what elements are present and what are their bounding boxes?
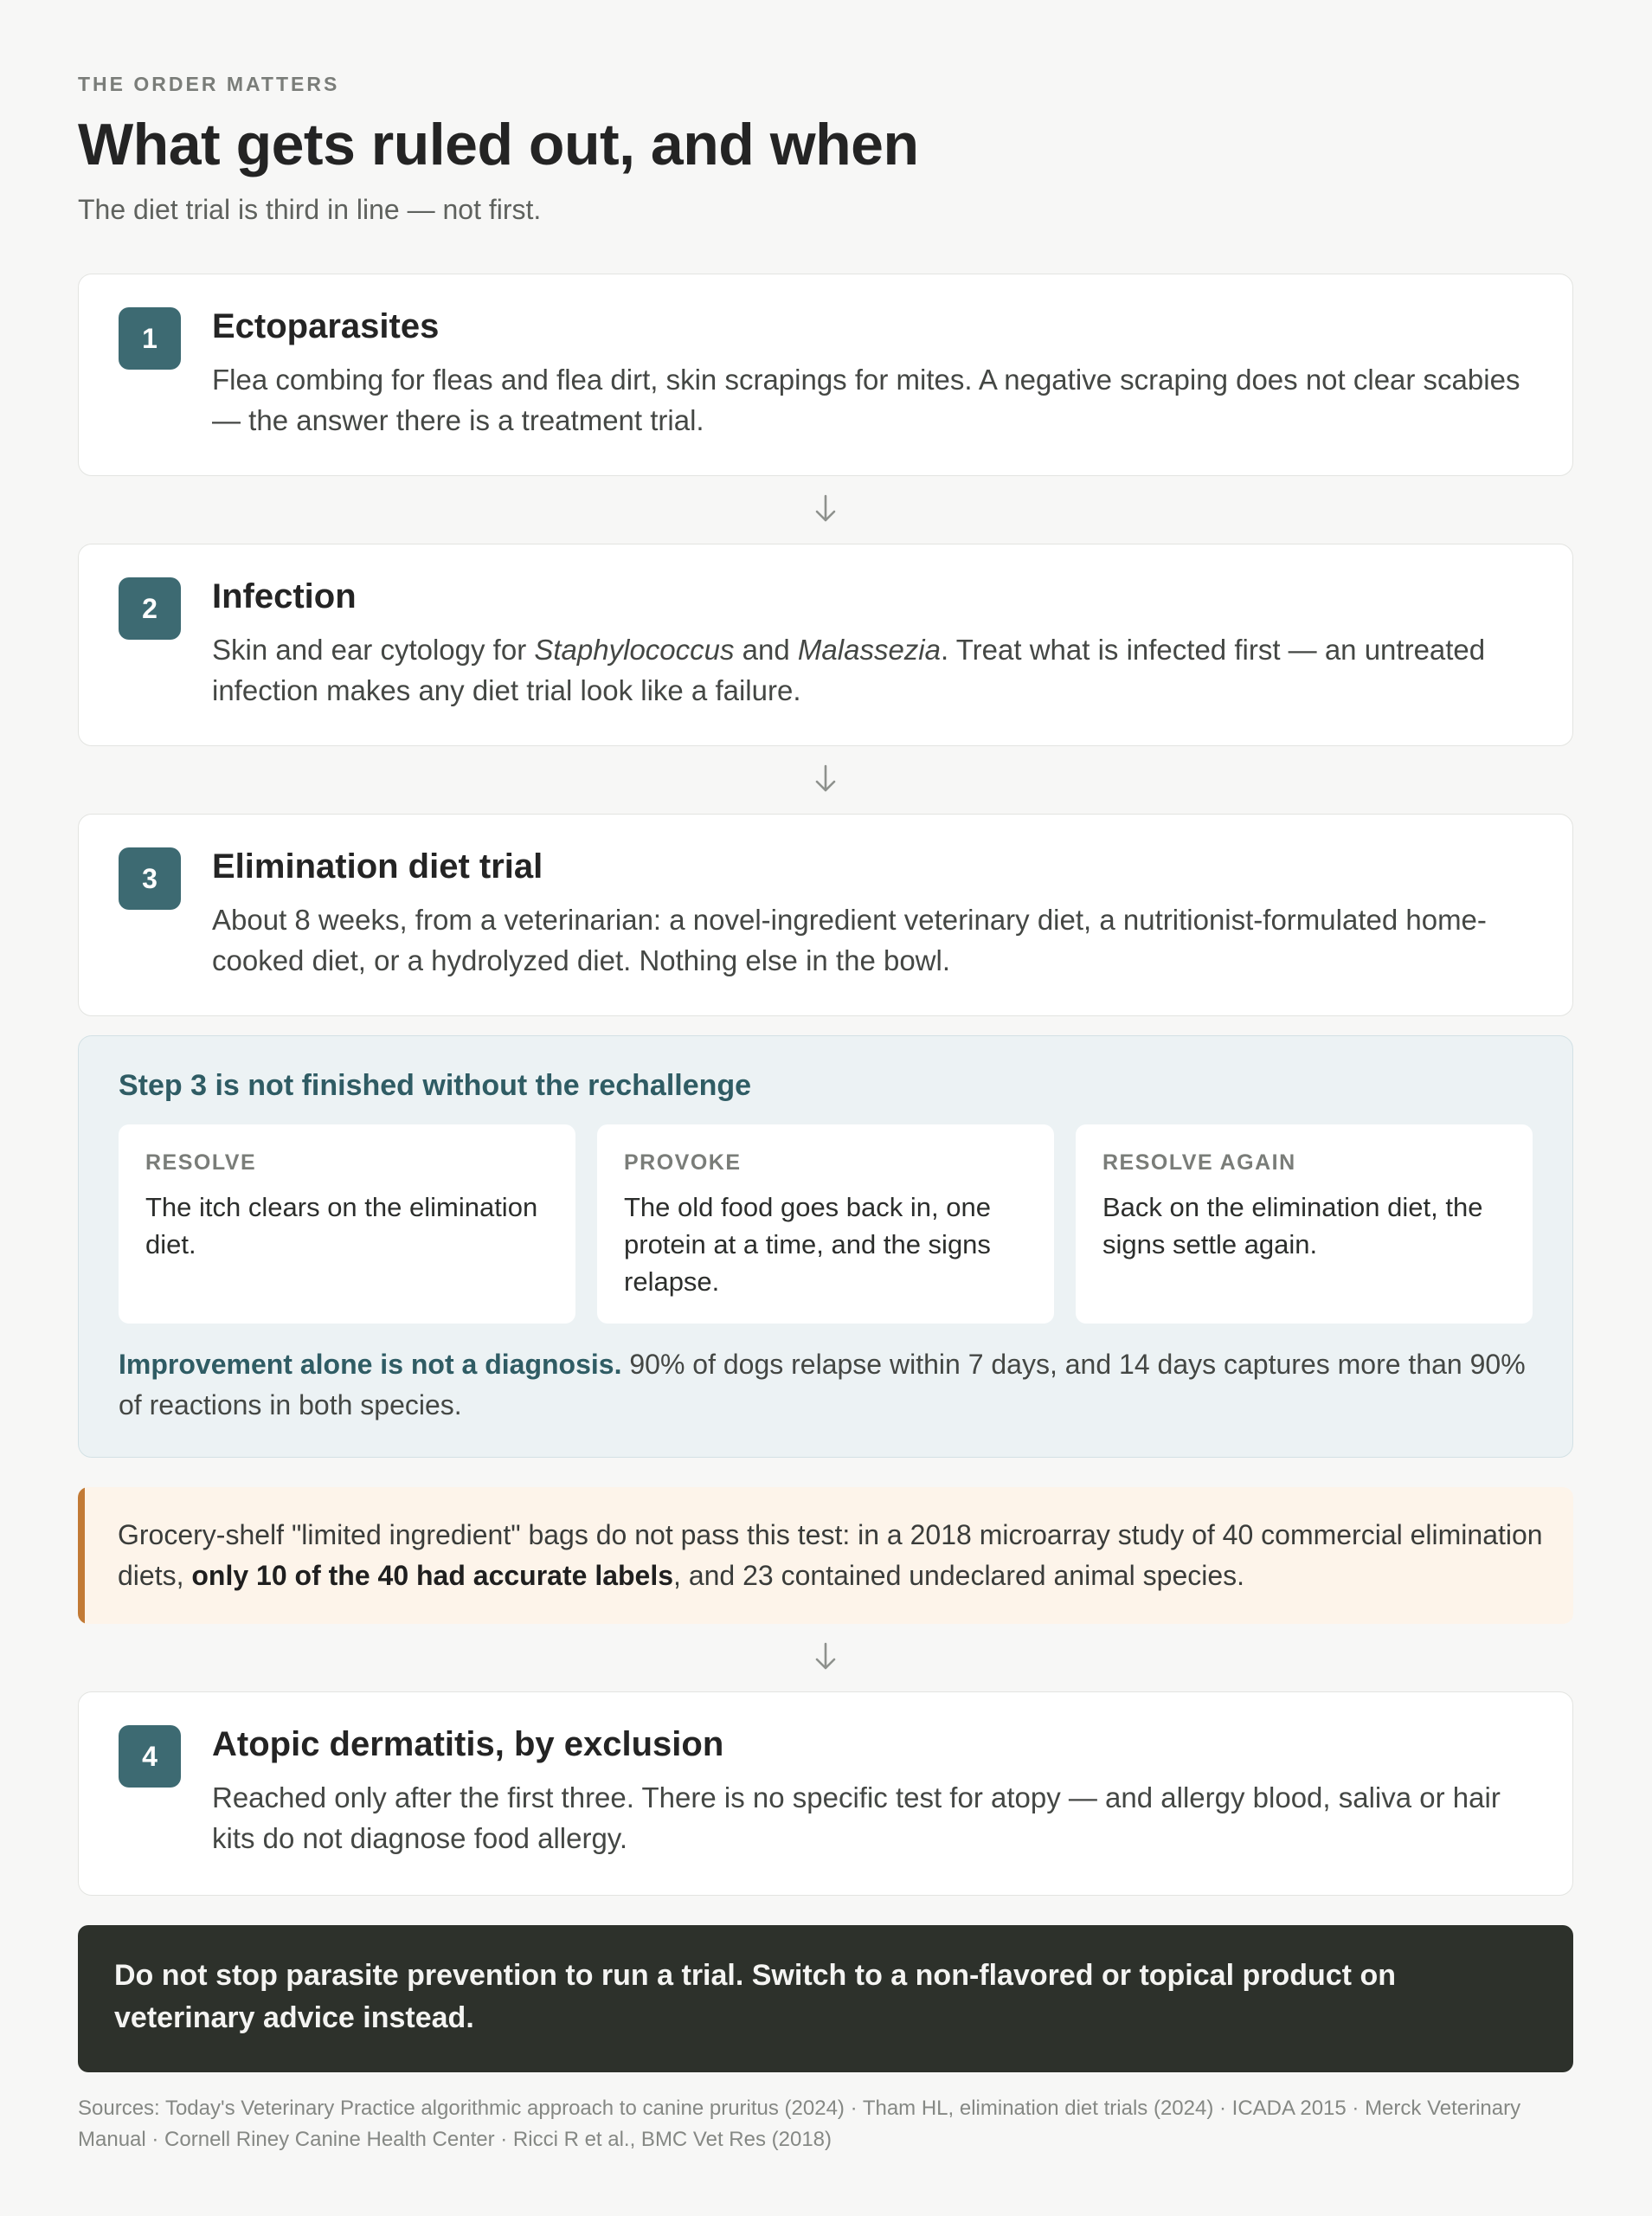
step-card-atopic-dermatitis (78, 1691, 1573, 1896)
eyebrow-label: THE ORDER MATTERS (78, 73, 340, 95)
parasite-prevention-callout (78, 1925, 1573, 2072)
warning-emphasis: only 10 of the 40 had accurate labels (191, 1560, 674, 1591)
rechallenge-note-emphasis: Improvement alone is not a diagnosis. (119, 1349, 622, 1380)
step-number-badge: 1 (119, 307, 181, 370)
phase-text: The old food goes back in, one protein at a time, and the signs relapse. (624, 1192, 991, 1297)
step-card-elimination-diet (78, 814, 1573, 1016)
phase-label: RESOLVE AGAIN (1102, 1150, 1296, 1175)
step-card-ectoparasites (78, 274, 1573, 476)
step-number-badge: 3 (119, 847, 181, 910)
label-accuracy-warning (78, 1487, 1573, 1624)
arrow-down-icon (808, 492, 843, 526)
phase-card-resolve (119, 1124, 575, 1324)
warning-text (118, 1515, 1546, 1596)
step-card-infection (78, 544, 1573, 746)
phase-text: Back on the elimination diet, the signs settle again. (1102, 1192, 1483, 1259)
rechallenge-note-text: 90% of dogs relapse within 7 days, and 14 days captures more than 90% of reactions in both species. (119, 1349, 1526, 1420)
step-body: Flea combing for fleas and flea dirt, skin scrapings for mites. A negative scraping does not clear scabies — the answer there is a treatment trial. (212, 364, 1520, 436)
step-title: Elimination diet trial (212, 847, 543, 886)
step-number-badge: 2 (119, 577, 181, 640)
rechallenge-panel (78, 1035, 1573, 1458)
step-number-badge: 4 (119, 1725, 181, 1788)
step-body: Reached only after the first three. There is no specific test for atopy — and allergy blood, saliva or hair kits do not diagnose food allergy. (212, 1781, 1501, 1854)
step-body-text: . Treat what is infected first — an untreated infection makes any diet trial look like a failure. (212, 634, 1486, 706)
phase-label: PROVOKE (624, 1150, 742, 1175)
step-title: Ectoparasites (212, 307, 440, 345)
page-title: What gets ruled out, and when (78, 112, 919, 177)
step-body: About 8 weeks, from a veterinarian: a novel-ingredient veterinary diet, a nutritionist-formulated home-cooked diet, or a hydrolyzed diet. Nothing else in the bowl. (212, 904, 1487, 976)
step-body-text: Skin and ear cytology for (212, 634, 535, 666)
step-body (212, 629, 1536, 711)
rechallenge-title: Step 3 is not finished without the rechallenge (119, 1069, 752, 1102)
warning-text-part: , and 23 contained undeclared animal species. (673, 1560, 1245, 1591)
phase-card-resolve-again (1076, 1124, 1533, 1324)
phase-label: RESOLVE (145, 1150, 257, 1175)
organism-name: Staphylococcus (534, 634, 735, 666)
step-title: Infection (212, 577, 357, 615)
phase-card-provoke (597, 1124, 1054, 1324)
rechallenge-note (119, 1344, 1546, 1426)
arrow-down-icon (808, 762, 843, 796)
phase-text: The itch clears on the elimination diet. (145, 1192, 538, 1259)
page-subtitle: The diet trial is third in line — not first. (78, 194, 542, 225)
step-body-text: and (734, 634, 798, 666)
step-title: Atopic dermatitis, by exclusion (212, 1725, 724, 1763)
warning-accent-bar (78, 1487, 85, 1624)
warning-text-part: Grocery-shelf "limited ingredient" bags do not pass this test: in a 2018 microarray study of 40 commercial elimination diets, (118, 1519, 1543, 1591)
organism-name: Malassezia (797, 634, 941, 666)
sources-footer: Sources: Today's Veterinary Practice algorithmic approach to canine pruritus (2024) · Tham HL, elimination diet trials (2024) · ICADA 2015 · Merck Veterinary Manual · Cornell Riney Canine Health Center · Ricci R et al., BMC Vet Res (2018) (78, 2097, 1521, 2151)
arrow-down-icon (808, 1639, 843, 1674)
callout-text: Do not stop parasite prevention to run a trial. Switch to a non-flavored or topical product on veterinary advice instead. (114, 1959, 1396, 2034)
